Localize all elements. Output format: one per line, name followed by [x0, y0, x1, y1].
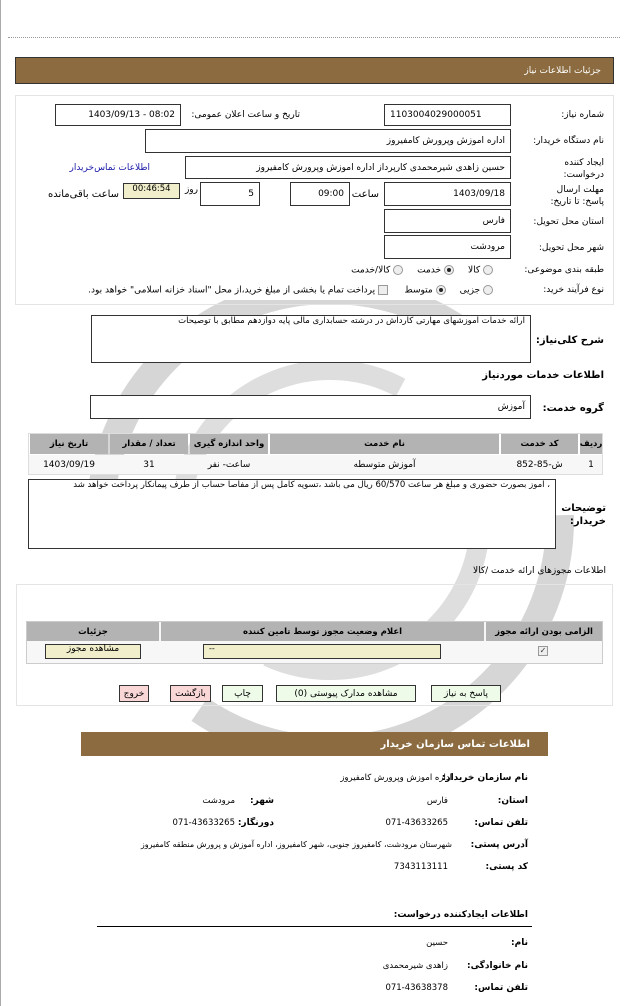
- creator-label: ایجاد کننده درخواست:: [563, 158, 604, 180]
- service-group-field[interactable]: آموزش: [90, 395, 531, 419]
- service-group-label: گروه خدمت:: [542, 403, 604, 414]
- buyer-notes-label: توضیحات خریدار:: [561, 503, 606, 527]
- category-goods[interactable]: کالا: [468, 265, 493, 276]
- remaining-label: ساعت باقی‌مانده: [47, 189, 119, 200]
- buyer-org-label: نام دستگاه خریدار:: [533, 136, 604, 146]
- col-status: اعلام وضعیت مجوز توسط تامین کننده: [161, 622, 484, 641]
- category-radio-group: [351, 265, 493, 276]
- need-number-label: شماره نیاز:: [561, 110, 604, 120]
- days-label: روز: [184, 185, 198, 195]
- deadline-label: مهلت ارسال پاسخ: تا تاریخ:: [550, 185, 604, 207]
- radio-selected-icon[interactable]: [444, 265, 454, 275]
- province-field[interactable]: فارس: [384, 209, 511, 233]
- contact-province: فارس: [426, 796, 448, 806]
- checkbox-icon[interactable]: [378, 285, 388, 295]
- attachments-button[interactable]: مشاهده مدارک پیوستی (0): [276, 685, 416, 702]
- services-title: اطلاعات خدمات موردنیاز: [482, 370, 604, 381]
- description-field[interactable]: ارائه خدمات اموزشهای مهارتی کارداش در درشته حسابداری مالی پایه دوازدهم مطابق با توصیحات: [91, 315, 531, 363]
- cell-name: آموزش متوسطه: [353, 459, 416, 470]
- cell-code: ش-85-852: [516, 459, 563, 470]
- buyer-notes-field[interactable]: ، اموز بصورت حضوری و مبلغ هر ساعت 60/570 ریال می باشد ،تسویه کامل پس از مفاصا حساب از طرف پیمانکار پرداخت خواهد شد: [28, 479, 556, 549]
- col-unit: واحد اندازه گیری: [190, 434, 268, 454]
- province-label: استان محل تحویل:: [533, 217, 604, 227]
- licenses-title: اطلاعات مجوزهای ارائه خدمت /کالا: [472, 566, 606, 576]
- contact-postal-label: کد پستی:: [485, 862, 528, 872]
- license-status-field[interactable]: --: [203, 644, 441, 659]
- city-label: شهر محل تحویل:: [538, 243, 604, 253]
- contact-fax: 071-43633265: [172, 818, 235, 828]
- days-field[interactable]: 5: [200, 182, 260, 206]
- contact-postal: 7343113111: [393, 862, 448, 872]
- description-label: شرح کلی‌نیاز:: [535, 335, 604, 346]
- process-radio-group: [404, 285, 493, 296]
- reply-button[interactable]: پاسخ به نیاز: [431, 685, 501, 702]
- category-goods-service[interactable]: کالا/خدمت: [351, 265, 403, 276]
- city-field[interactable]: مرودشت: [384, 235, 511, 259]
- exit-button[interactable]: خروج: [119, 685, 149, 702]
- cell-date: 1403/09/19: [43, 459, 95, 470]
- required-checkbox[interactable]: ✓: [539, 646, 547, 655]
- page-title: جزئیات اطلاعات نیاز: [524, 65, 601, 76]
- radio-icon[interactable]: [483, 265, 493, 275]
- creator-name: حسین: [426, 938, 448, 948]
- deadline-time-field[interactable]: 09:00: [290, 182, 350, 206]
- process-medium[interactable]: متوسط: [404, 285, 445, 296]
- buyer-contact-link[interactable]: اطلاعات تماس‌خریدار: [69, 163, 150, 173]
- col-qty: تعداد / مقدار: [110, 434, 188, 454]
- need-number-field[interactable]: 1103004029000051: [384, 104, 511, 126]
- treasury-option[interactable]: پرداخت تمام یا بخشی از مبلغ خرید،از محل "اسناد خزانه اسلامی" خواهد بود.: [88, 285, 388, 296]
- radio-selected-icon[interactable]: [436, 285, 446, 295]
- creator-phone-label: تلفن تماس:: [474, 983, 528, 993]
- time-label: ساعت: [351, 189, 379, 200]
- contact-header: [81, 732, 548, 756]
- contact-title: اطلاعات تماس سازمان خریدار: [380, 738, 530, 750]
- process-label: نوع فرآیند خرید:: [543, 285, 604, 295]
- col-code: کد خدمت: [501, 434, 578, 454]
- contact-org-label: نام سازمان خریدار:: [441, 773, 528, 783]
- page-header: [15, 57, 614, 84]
- col-name: نام خدمت: [270, 434, 499, 454]
- buyer-org-field[interactable]: اداره اموزش وپرورش کامفیروز: [145, 129, 511, 153]
- deadline-date-field[interactable]: 1403/09/18: [384, 182, 511, 206]
- col-details: جزئیات: [27, 622, 159, 641]
- contact-address: شهرستان مرودشت، کامفیروز جنوبی، شهر کامفیروز، اداره آموزش و پرورش منطقه کامفیروز: [140, 840, 452, 849]
- cell-qty: 31: [143, 459, 155, 470]
- process-minor[interactable]: جزیی: [460, 285, 493, 296]
- view-license-button[interactable]: مشاهده مجوز: [45, 644, 141, 659]
- creator-info-title: اطلاعات ایجادکننده درخواست:: [393, 910, 528, 920]
- left-border: [0, 0, 1, 1006]
- col-required: الزامی بودن ارائه مجوز: [486, 622, 602, 641]
- print-button[interactable]: چاپ: [222, 685, 263, 702]
- announce-field[interactable]: 1403/09/13 - 08:02: [55, 104, 181, 126]
- creator-family: زاهدی شیرمحمدی: [382, 961, 448, 971]
- contact-fax-label: دورنگار:: [237, 818, 274, 828]
- section-divider: [97, 926, 532, 927]
- category-label: طبقه بندی موضوعی:: [524, 265, 604, 275]
- cell-unit: ساعت- نفر: [207, 459, 251, 470]
- top-divider: [8, 37, 620, 38]
- contact-city-label: شهر:: [250, 796, 274, 806]
- contact-city: مرودشت: [202, 796, 235, 806]
- creator-family-label: نام خانوادگی:: [466, 961, 528, 971]
- col-date: تاریخ نیاز: [30, 434, 108, 454]
- category-service[interactable]: خدمت: [417, 265, 454, 276]
- announce-label: تاریخ و ساعت اعلان عمومی:: [191, 110, 300, 120]
- creator-field[interactable]: حسین زاهدی شیرمحمدی کارپرداز اداره اموزش وپرورش کامفیروز: [185, 156, 511, 179]
- creator-phone: 071-43638378: [385, 983, 448, 993]
- remaining-timer: 00:46:54: [123, 183, 180, 199]
- contact-phone: 071-43633265: [385, 818, 448, 828]
- contact-province-label: استان:: [497, 796, 528, 806]
- contact-org: اداره اموزش وپرورش کامفیروز: [340, 773, 452, 783]
- radio-icon[interactable]: [393, 265, 403, 275]
- creator-name-label: نام:: [511, 938, 528, 948]
- col-row: ردیف: [580, 434, 602, 454]
- back-button[interactable]: بازگشت: [170, 685, 211, 702]
- contact-address-label: آدرس پستی:: [470, 840, 528, 850]
- cell-row: 1: [588, 459, 594, 470]
- contact-phone-label: تلفن تماس:: [474, 818, 528, 828]
- radio-icon[interactable]: [483, 285, 493, 295]
